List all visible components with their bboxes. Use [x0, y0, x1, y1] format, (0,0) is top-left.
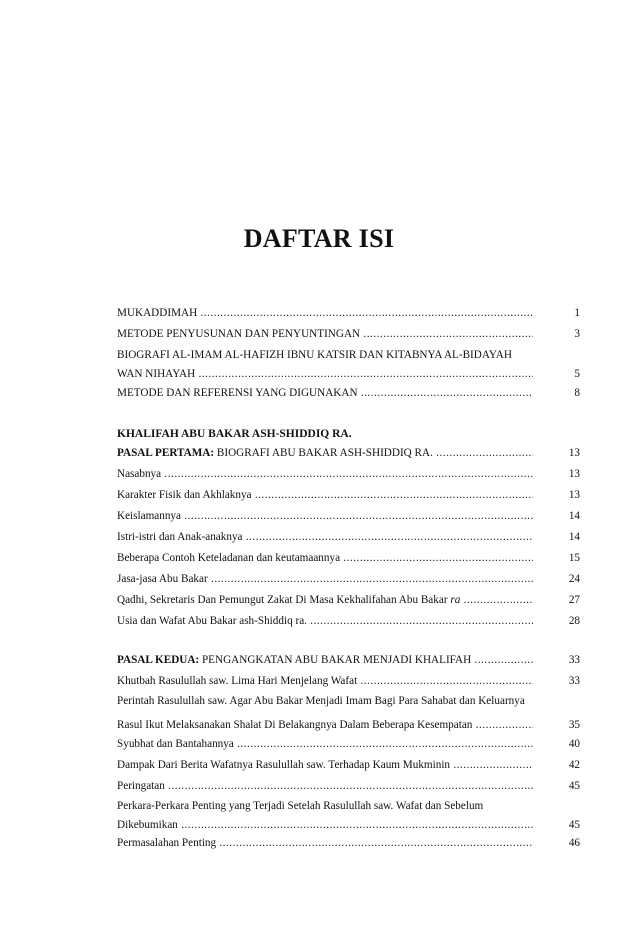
toc-entry-text-line1: Perintah Rasulullah saw. Agar Abu Bakar Menjadi Imam Bagi Para Sahabat dan Keluarnya	[117, 695, 525, 707]
toc-page-number: 15	[568, 552, 580, 564]
toc-entry-biografi-ibnu-katsir[interactable]	[117, 346, 580, 384]
toc-entry-text: Dikebumikan	[117, 819, 178, 831]
toc-page-number: 14	[568, 510, 580, 522]
toc-page-number: 5	[574, 368, 580, 380]
toc-entry-metode-penyusunan[interactable]	[117, 325, 580, 344]
toc-entry-text: Peringatan	[117, 780, 165, 792]
toc-entry-text: Jasa-jasa Abu Bakar	[117, 573, 208, 585]
toc-page-number: 14	[568, 531, 580, 543]
toc-entry-syubhat[interactable]	[117, 735, 580, 754]
toc-entry-peringatan[interactable]	[117, 777, 580, 796]
pasal-label: PASAL KEDUA:	[117, 654, 200, 666]
toc-entry-text: PENGANGKATAN ABU BAKAR MENJADI KHALIFAH	[199, 654, 472, 666]
toc-entry-nasabnya[interactable]	[117, 465, 580, 484]
toc-entry-text: Usia dan Wafat Abu Bakar ash-Shiddiq ra.	[117, 615, 307, 627]
toc-page-number: 3	[574, 328, 580, 340]
toc-entry-text: Permasalahan Penting	[117, 837, 217, 849]
toc-page-number: 46	[568, 837, 580, 849]
toc-entry-italic: ra	[447, 594, 461, 606]
toc-entry-karakter[interactable]	[117, 486, 580, 505]
toc-page-number: 13	[568, 468, 580, 480]
toc-entry-perintah[interactable]	[117, 692, 580, 735]
toc-entry-text: METODE DAN REFERENSI YANG DIGUNAKAN	[117, 387, 358, 399]
page-title: DAFTAR ISI	[243, 224, 395, 253]
toc-entry-mukaddimah[interactable]	[117, 304, 580, 323]
toc-page-number: 13	[568, 489, 580, 501]
toc-page-number: 35	[568, 719, 580, 731]
toc-page-number: 8	[574, 387, 580, 399]
toc-entry-permasalahan[interactable]	[117, 834, 580, 853]
toc-page-number: 27	[568, 594, 580, 606]
toc-page-number: 24	[568, 573, 580, 585]
toc-page-number: 33	[568, 675, 580, 687]
toc-entry-perkara-penting[interactable]	[117, 797, 580, 835]
toc-page-number: 42	[568, 759, 580, 771]
section-heading: KHALIFAH ABU BAKAR ASH-SHIDDIQ RA.	[117, 428, 352, 440]
toc-entry-text: Beberapa Contoh Keteladanan dan keutamaannya	[117, 552, 341, 564]
toc-entry-keteladanan[interactable]	[117, 549, 580, 568]
toc-entry-istri[interactable]	[117, 528, 580, 547]
toc-pasal-pertama[interactable]	[117, 444, 580, 463]
toc-entry-text: Istri-istri dan Anak-anaknya	[117, 531, 243, 543]
toc-page-number: 45	[568, 819, 580, 831]
toc-entry-jasa[interactable]	[117, 570, 580, 589]
toc-entry-dampak[interactable]	[117, 756, 580, 775]
toc-entry-text: MUKADDIMAH	[117, 307, 198, 319]
toc-entry-text: WAN NIHAYAH	[117, 368, 196, 380]
toc-entry-text-line1: Perkara-Perkara Penting yang Terjadi Setelah Rasulullah saw. Wafat dan Sebelum	[117, 800, 484, 812]
toc-entry-text: METODE PENYUSUNAN DAN PENYUNTINGAN	[117, 328, 361, 340]
toc-entry-usia-wafat[interactable]	[117, 612, 580, 631]
toc-entry-text: Dampak Dari Berita Wafatnya Rasulullah saw. Terhadap Kaum Mukminin	[117, 759, 451, 771]
toc-entry-text: BIOGRAFI ABU BAKAR ASH-SHIDDIQ RA.	[214, 447, 433, 459]
toc-entry-text-line1: BIOGRAFI AL-IMAM AL-HAFIZH IBNU KATSIR DAN KITABNYA AL-BIDAYAH	[117, 349, 512, 361]
toc-entry-qadhi[interactable]	[117, 591, 580, 610]
pasal-label: PASAL PERTAMA:	[117, 447, 215, 459]
toc-entry-text: Nasabnya	[117, 468, 162, 480]
toc-page-number: 13	[568, 447, 580, 459]
toc-entry-text: Karakter Fisik dan Akhlaknya	[117, 489, 252, 501]
toc-page-number: 40	[568, 738, 580, 750]
toc-entry-metode-referensi[interactable]	[117, 384, 580, 403]
toc-page-number: 1	[574, 307, 580, 319]
toc-entry-keislamannya[interactable]	[117, 507, 580, 526]
toc-page-number: 45	[568, 780, 580, 792]
toc-entry-text: Khutbah Rasulullah saw. Lima Hari Menjelang Wafat	[117, 675, 358, 687]
toc-entry-text: Rasul Ikut Melaksanakan Shalat Di Belakangnya Dalam Beberapa Kesempatan	[117, 719, 473, 731]
toc-entry-text: Qadhi, Sekretaris Dan Pemungut Zakat Di Masa Kekhalifahan Abu Bakar	[117, 594, 448, 606]
toc-page-number: 33	[568, 654, 580, 666]
toc-entry-text: Syubhat dan Bantahannya	[117, 738, 234, 750]
toc-entry-text: Keislamannya	[117, 510, 181, 522]
toc-pasal-kedua[interactable]	[117, 651, 580, 670]
toc-entry-khutbah[interactable]	[117, 672, 580, 691]
toc-page-number: 28	[568, 615, 580, 627]
